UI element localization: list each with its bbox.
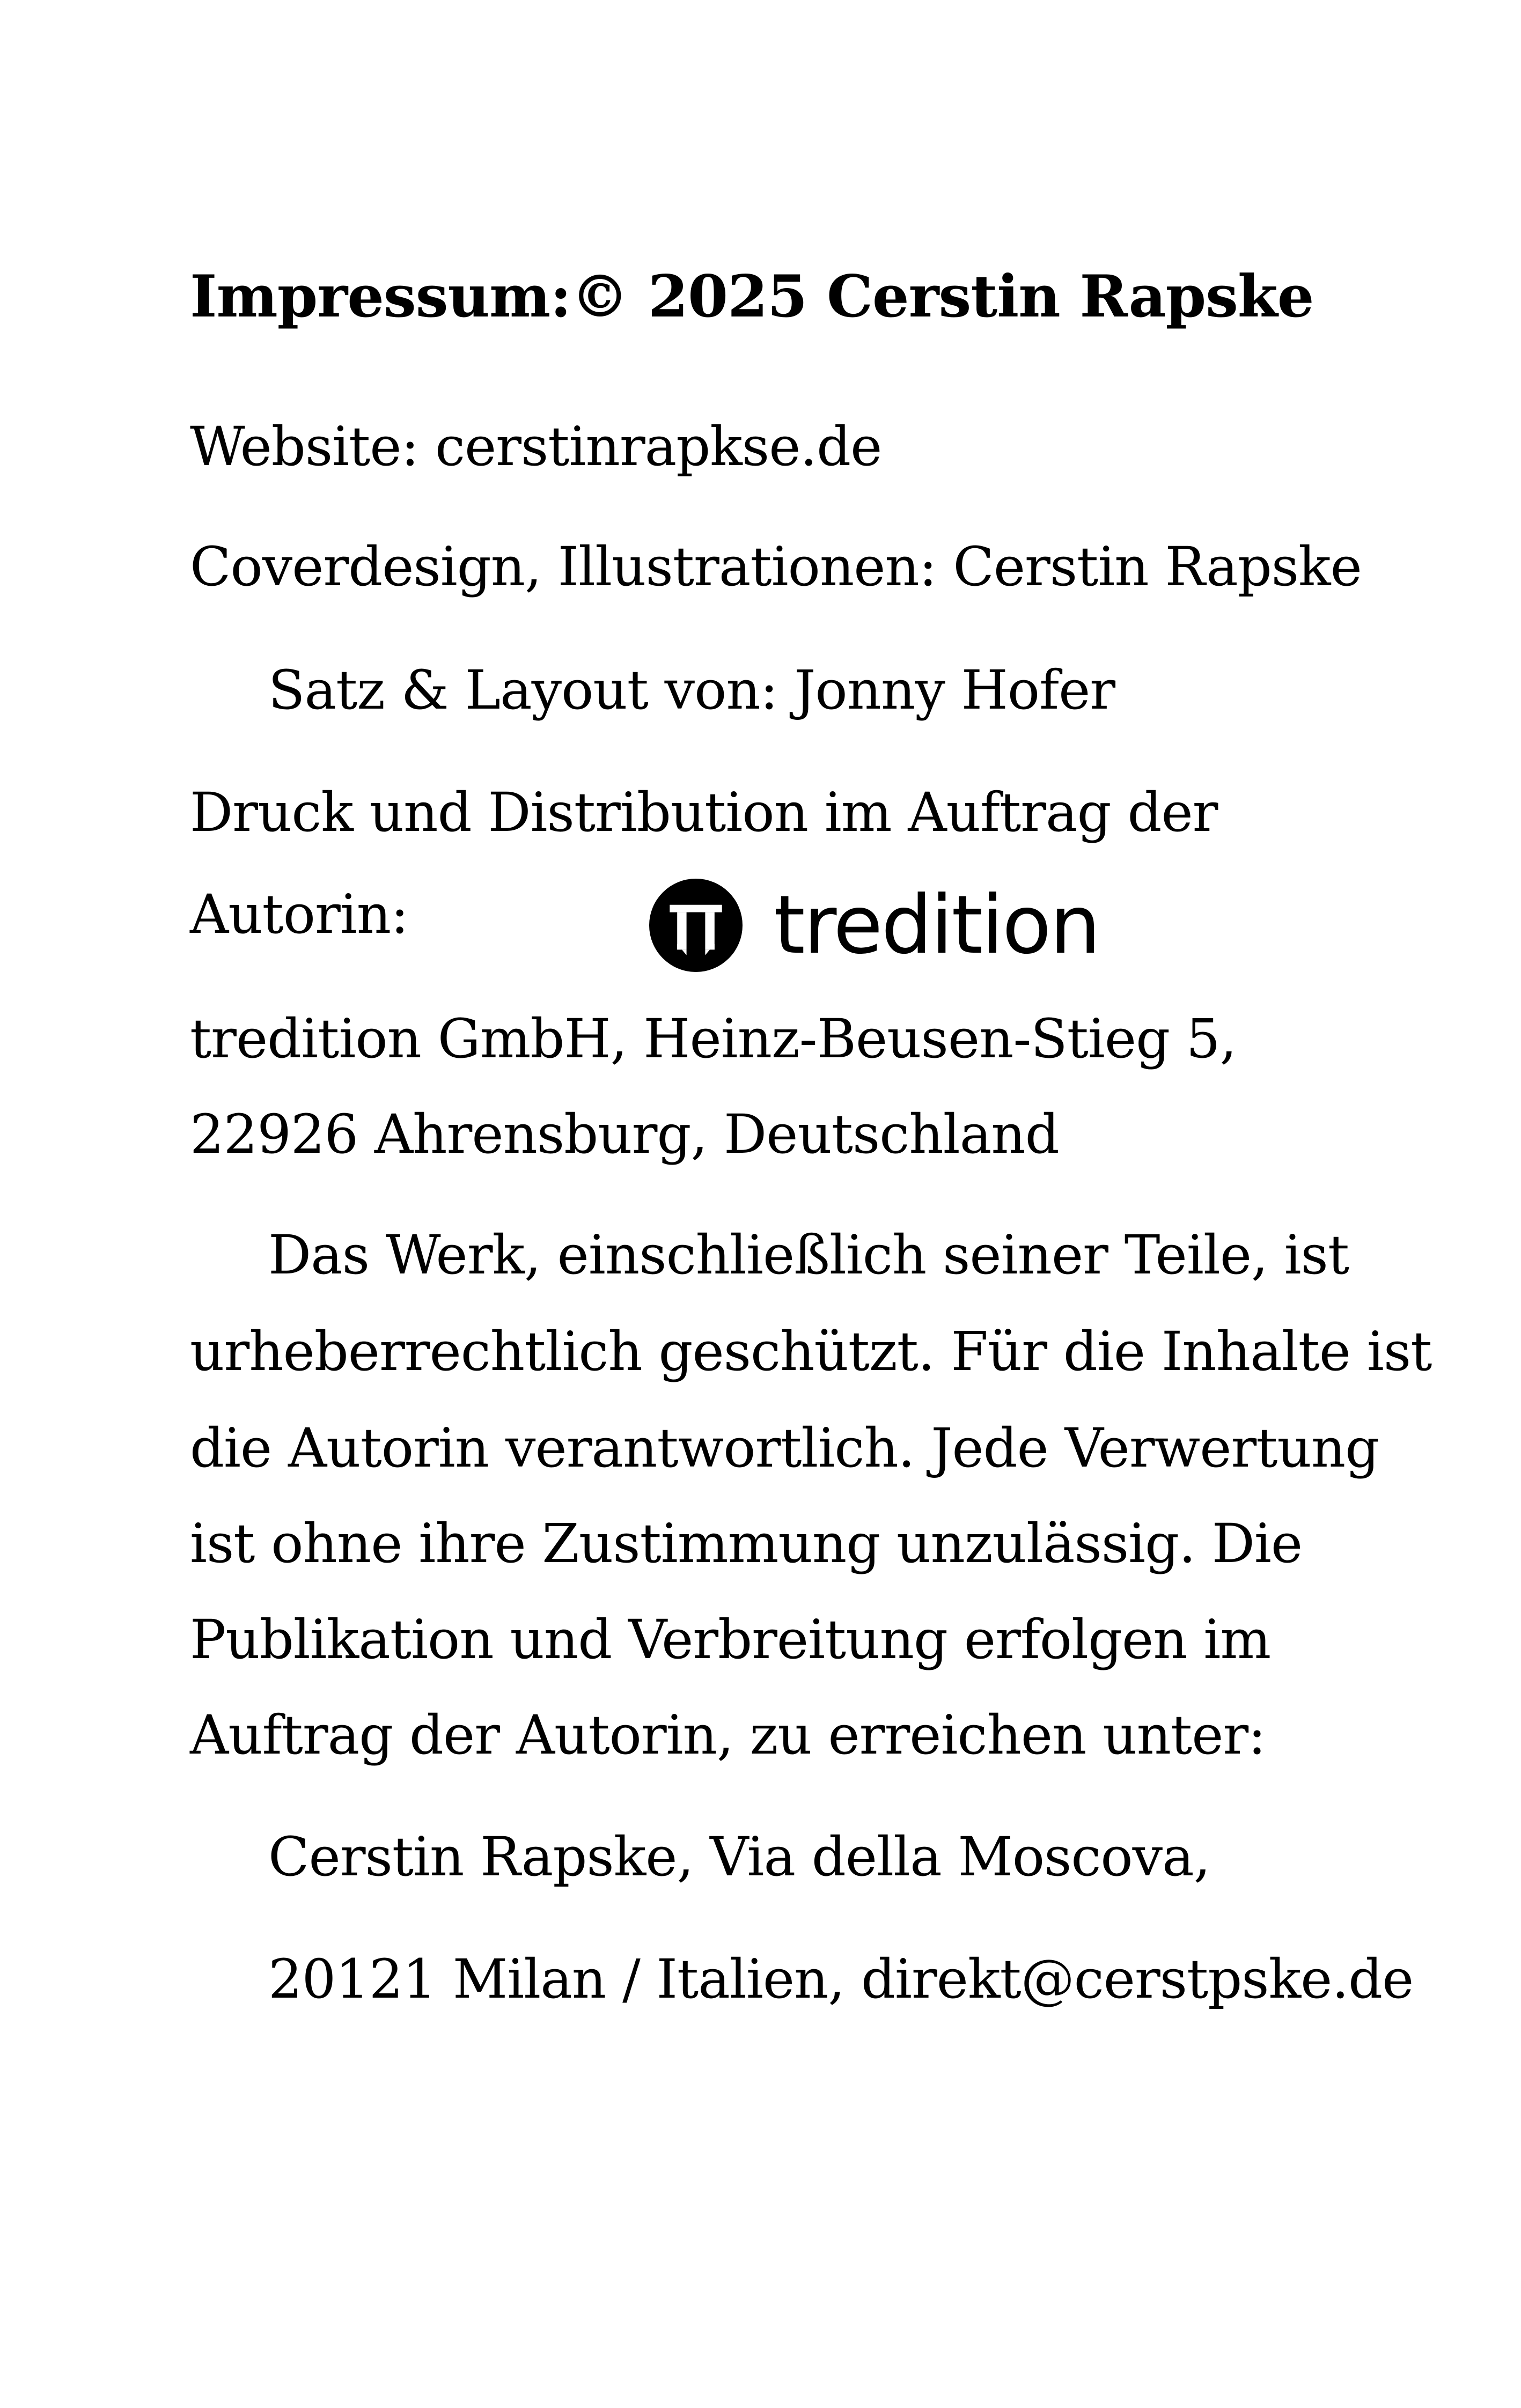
tredition-logo-icon bbox=[649, 879, 743, 972]
publisher-address-line-1: tredition GmbH, Heinz-Beusen-Stieg 5, bbox=[190, 1007, 1237, 1070]
layout-credit-line: Satz & Layout von: Jonny Hofer bbox=[268, 659, 1115, 721]
copyright-paragraph-line: Das Werk, einschließlich seiner Teile, ist bbox=[268, 1224, 1349, 1286]
contact-line-1: Cerstin Rapske, Via della Moscova, bbox=[268, 1825, 1210, 1888]
copyright-paragraph-line: die Autorin verantwortlich. Jede Verwertung bbox=[190, 1417, 1379, 1479]
copyright-paragraph-line: urheberrechtlich geschützt. Für die Inhalte ist bbox=[190, 1320, 1432, 1383]
print-distribution-line-2: Autorin: bbox=[190, 883, 408, 946]
publisher-address-line-2: 22926 Ahrensburg, Deutschland bbox=[190, 1103, 1059, 1166]
website-line: Website: cerstinrapkse.de bbox=[190, 415, 882, 478]
impressum-heading: Impressum:© 2025 Cerstin Rapske bbox=[190, 263, 1314, 330]
tredition-logo bbox=[649, 877, 1099, 974]
contact-line-2: 20121 Milan / Italien, direkt@cerstpske.de bbox=[268, 1948, 1414, 2011]
copyright-paragraph-line: Auftrag der Autorin, zu erreichen unter: bbox=[190, 1704, 1266, 1766]
copyright-paragraph-line: Publikation und Verbreitung erfolgen im bbox=[190, 1608, 1271, 1671]
tredition-wordmark: tredition bbox=[774, 879, 1099, 972]
copyright-paragraph-line: ist ohne ihre Zustimmung unzulässig. Die bbox=[190, 1512, 1303, 1575]
print-distribution-line: Druck und Distribution im Auftrag der bbox=[190, 781, 1218, 844]
cover-credit-line: Coverdesign, Illustrationen: Cerstin Rapske bbox=[190, 535, 1362, 598]
